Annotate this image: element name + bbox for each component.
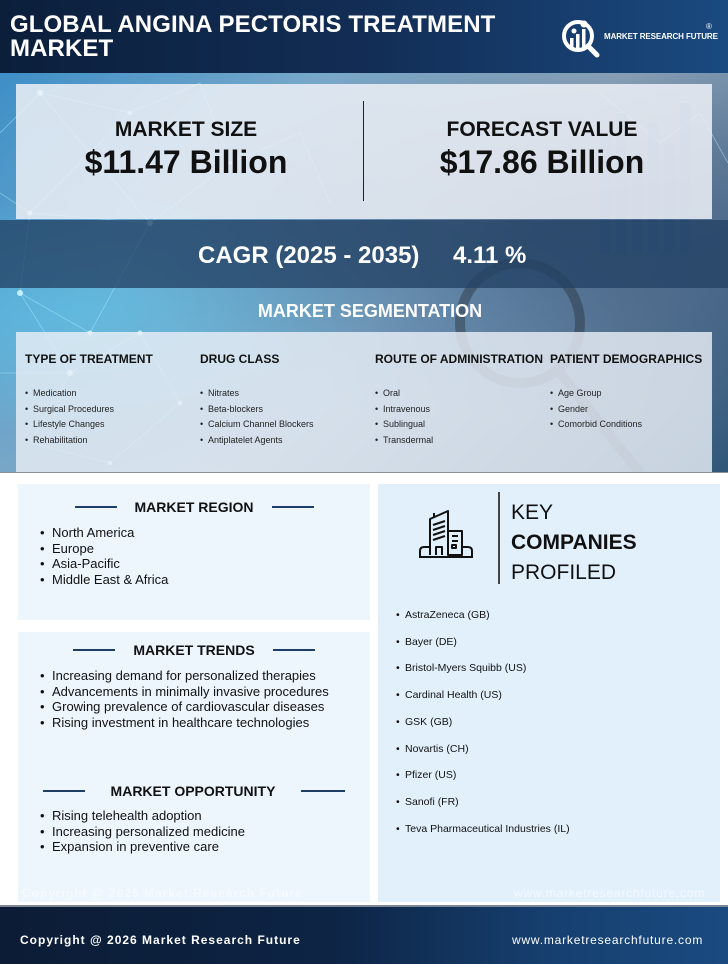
segment-heading: PATIENT DEMOGRAPHICS xyxy=(550,352,703,366)
segment-item: • Rehabilitation xyxy=(25,433,195,449)
trends-list xyxy=(40,668,329,730)
market-size-label: MARKET SIZE xyxy=(114,118,258,141)
header-banner xyxy=(0,0,728,73)
market-size-stat xyxy=(16,118,356,180)
segment-item: • Sublingual xyxy=(375,417,545,433)
region-item: • North America xyxy=(40,525,168,541)
footer-copyright: Copyright @ 2026 Market Research Future xyxy=(20,933,301,947)
companies-divider xyxy=(498,492,500,584)
segment-item: • Lifestyle Changes xyxy=(25,417,195,433)
market-trends-panel xyxy=(18,632,370,902)
opportunity-list xyxy=(40,808,245,855)
opportunity-item: • Increasing personalized medicine xyxy=(40,824,245,840)
cagr-band xyxy=(0,220,728,288)
brand-name: MARKET RESEARCH FUTURE xyxy=(604,32,718,41)
cagr-value: 4.11 % xyxy=(453,242,527,269)
footer-bar xyxy=(0,905,728,964)
segment-item: • Nitrates xyxy=(200,386,370,402)
company-item: • Bayer (DE) xyxy=(396,629,570,656)
heading-rule xyxy=(273,649,315,651)
heading-rule xyxy=(272,506,314,508)
market-region-heading xyxy=(18,497,370,517)
segment-list xyxy=(550,386,720,433)
segment-item: • Oral xyxy=(375,386,545,402)
title-line: PROFILED xyxy=(511,561,617,584)
market-size-value: $11.47 Billion xyxy=(84,144,288,180)
forecast-label: FORECAST VALUE xyxy=(446,118,638,141)
trend-item: • Increasing demand for personalized therapies xyxy=(40,668,329,684)
companies-list xyxy=(396,602,570,842)
market-region-panel xyxy=(18,484,370,620)
company-item: • GSK (GB) xyxy=(396,709,570,736)
segment-item: • Beta-blockers xyxy=(200,402,370,418)
market-stats-card xyxy=(16,84,712,219)
footer-website-link[interactable]: www.marketresearchfuture.com xyxy=(512,933,704,947)
company-item: • Novartis (CH) xyxy=(396,736,570,763)
trend-item: • Rising investment in healthcare technologies xyxy=(40,715,329,731)
segment-heading: DRUG CLASS xyxy=(200,352,280,366)
key-companies-panel xyxy=(378,484,720,902)
segment-drug-class xyxy=(200,344,370,448)
market-trends-heading xyxy=(18,640,370,660)
magnifier-chart-icon xyxy=(560,16,602,58)
watermark-url: www.marketresearchfuture.com xyxy=(514,886,706,900)
brand-logo[interactable] xyxy=(560,14,720,58)
segment-item: • Calcium Channel Blockers xyxy=(200,417,370,433)
heading-rule xyxy=(43,790,85,792)
segment-item: • Surgical Procedures xyxy=(25,402,195,418)
registered-mark: ® xyxy=(706,22,712,31)
heading-rule xyxy=(301,790,345,792)
company-item: • Pfizer (US) xyxy=(396,762,570,789)
trend-item: • Growing prevalence of cardiovascular diseases xyxy=(40,699,329,715)
segment-item: • Age Group xyxy=(550,386,720,402)
segment-item: • Antiplatelet Agents xyxy=(200,433,370,449)
segment-item: • Transdermal xyxy=(375,433,545,449)
company-item: • Cardinal Health (US) xyxy=(396,682,570,709)
segment-list xyxy=(200,386,370,448)
heading-rule xyxy=(73,649,115,651)
trend-item: • Advancements in minimally invasive procedures xyxy=(40,684,329,700)
region-item: • Middle East & Africa xyxy=(40,572,168,588)
market-trends-title: MARKET TRENDS xyxy=(133,642,255,658)
segment-type-of-treatment xyxy=(25,344,195,448)
market-opportunity-heading xyxy=(18,781,370,801)
segmentation-card xyxy=(16,332,712,472)
watermark-copyright: Copyright @ 2025 Market Research Future xyxy=(22,886,303,900)
office-building-icon xyxy=(418,509,474,561)
company-item: • AstraZeneca (GB) xyxy=(396,602,570,629)
segment-item: • Gender xyxy=(550,402,720,418)
region-list xyxy=(40,525,168,587)
segment-heading: ROUTE OF ADMINISTRATION xyxy=(375,352,543,366)
segment-patient-demographics xyxy=(550,344,720,433)
opportunity-item: • Rising telehealth adoption xyxy=(40,808,245,824)
market-region-title: MARKET REGION xyxy=(134,499,254,515)
region-item: • Asia-Pacific xyxy=(40,556,168,572)
opportunity-item: • Expansion in preventive care xyxy=(40,839,245,855)
forecast-value: $17.86 Billion xyxy=(439,144,645,180)
stats-divider xyxy=(363,101,364,201)
segment-item: • Intravenous xyxy=(375,402,545,418)
title-line: KEY xyxy=(511,501,554,524)
title-line: COMPANIES xyxy=(511,531,637,554)
cagr-label: CAGR (2025 - 2035) xyxy=(198,242,420,269)
heading-rule xyxy=(75,506,117,508)
segmentation-title: MARKET SEGMENTATION xyxy=(257,301,483,321)
forecast-value-stat xyxy=(372,118,712,180)
company-item: • Sanofi (FR) xyxy=(396,789,570,816)
segment-list xyxy=(375,386,545,448)
company-item: • Teva Pharmaceutical Industries (IL) xyxy=(396,816,570,843)
market-opportunity-title: MARKET OPPORTUNITY xyxy=(110,783,276,799)
segment-route-of-administration xyxy=(375,344,545,448)
page-title: GLOBAL ANGINA PECTORIS TREATMENT MARKET xyxy=(10,11,496,62)
key-companies-title xyxy=(511,498,637,588)
company-item: • Bristol-Myers Squibb (US) xyxy=(396,655,570,682)
segment-heading: TYPE OF TREATMENT xyxy=(25,352,153,366)
hero-section xyxy=(0,73,728,473)
segment-list xyxy=(25,386,195,448)
hero-divider xyxy=(0,472,728,473)
segment-item: • Comorbid Conditions xyxy=(550,417,720,433)
region-item: • Europe xyxy=(40,541,168,557)
segment-item: • Medication xyxy=(25,386,195,402)
